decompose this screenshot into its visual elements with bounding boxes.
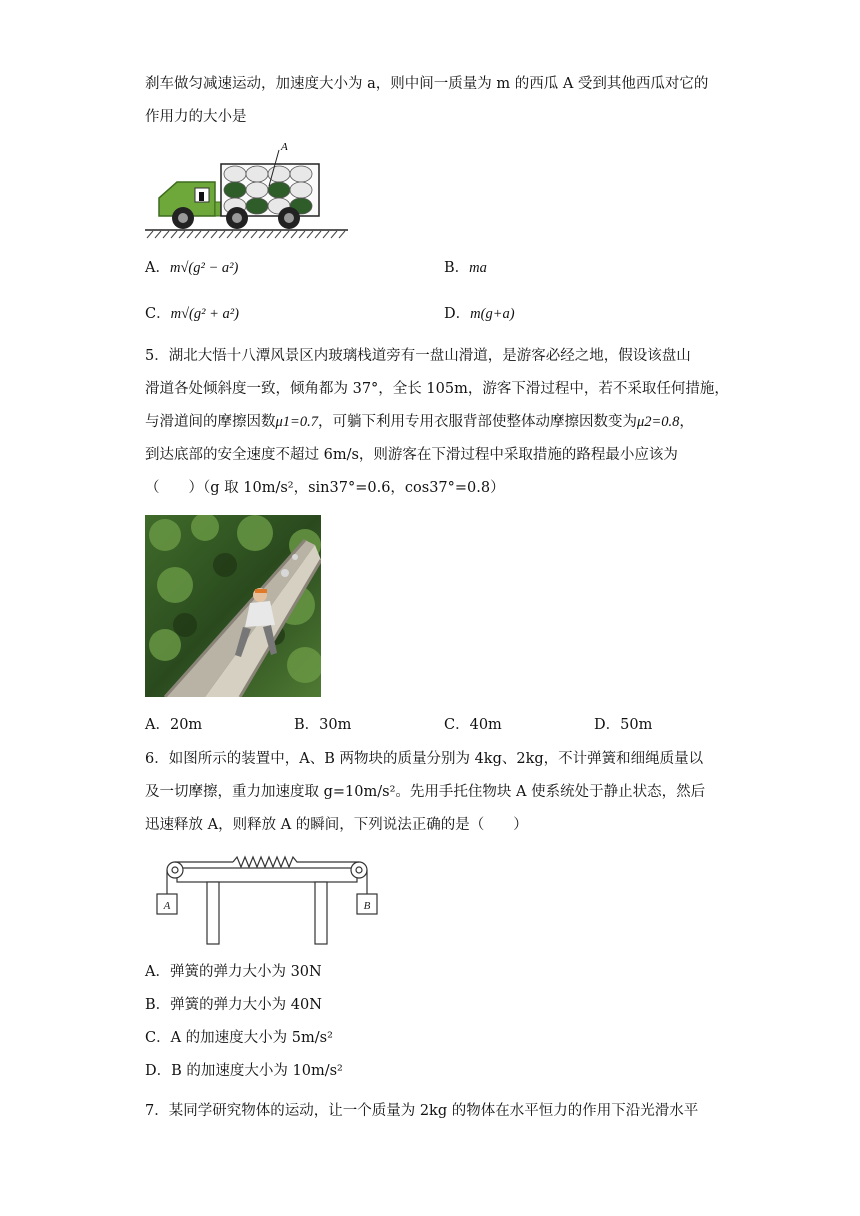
q6-text-line1: 6．如图所示的装置中，A、B 两物块的质量分别为 4kg、2kg，不计弹簧和细绳质量以 — [145, 751, 704, 767]
q5-option-b[interactable]: B．30m — [294, 717, 352, 733]
q6-option-b[interactable]: B．弹簧的弹力大小为 40N — [145, 997, 322, 1013]
q6-text-line2: 及一切摩擦，重力加速度取 g=10m/s²。先用手托住物块 A 使系统处于静止状态，然后 — [145, 784, 706, 800]
q4-option-b-prefix: B． — [444, 260, 470, 276]
q5-option-d[interactable]: D．50m — [594, 717, 653, 733]
q4-option-b-expr: ma — [469, 260, 487, 276]
q5-mu1: μ1=0.7 — [275, 414, 318, 430]
slide-photo — [145, 515, 321, 697]
watermelon-a-label: A — [281, 141, 288, 153]
q5-text-line2: 滑道各处倾斜度一致，倾角都为 37°，全长 105m，游客下滑过程中，若不采取任何措施， — [145, 381, 729, 397]
q4-option-a-expr: m√(g² − a²) — [169, 260, 239, 276]
q4-option-d[interactable] — [444, 304, 515, 324]
q5-text-line3c: ， — [679, 414, 694, 430]
truck-watermelon-figure — [143, 140, 353, 240]
q6-option-d[interactable]: D．B 的加速度大小为 10m/s² — [145, 1063, 343, 1079]
q5-text-line4: 到达底部的安全速度不超过 6m/s，则游客在下滑过程中采取措施的路程最小应该为 — [145, 447, 678, 463]
block-a-label: A — [163, 900, 171, 912]
block-b-label: B — [363, 900, 371, 912]
q5-option-c[interactable]: C．40m — [444, 717, 502, 733]
q5-text-line5: （ ）（g 取 10m/s²，sin37°=0.6，cos37°=0.8） — [145, 480, 505, 496]
q4-text-line1: 刹车做匀减速运动，加速度大小为 a，则中间一质量为 m 的西瓜 A 受到其他西瓜对它的 — [145, 76, 709, 92]
spring-pulley-figure — [155, 848, 390, 948]
q5-text-line3 — [145, 412, 694, 432]
q6-option-c[interactable]: C．A 的加速度大小为 5m/s² — [145, 1030, 333, 1046]
q5-text-line3a: 与滑道间的摩擦因数 — [145, 414, 276, 430]
q4-option-d-prefix: D． — [444, 306, 471, 322]
q4-option-c[interactable] — [145, 304, 239, 324]
q6-option-a[interactable]: A．弹簧的弹力大小为 30N — [145, 964, 322, 980]
q5-text-line1: 5．湖北大悟十八潭风景区内玻璃栈道旁有一盘山滑道，是游客必经之地，假设该盘山 — [145, 348, 691, 364]
q5-option-a[interactable]: A．20m — [145, 717, 203, 733]
q6-text-line3: 迅速释放 A，则释放 A 的瞬间，下列说法正确的是（ ） — [145, 817, 528, 833]
q4-option-a-prefix: A． — [145, 260, 170, 276]
q4-option-c-expr: m√(g² + a²) — [170, 306, 239, 322]
q4-option-d-expr: m(g+a) — [470, 306, 515, 322]
q4-option-b[interactable] — [444, 258, 487, 278]
q5-text-line3b: ，可躺下利用专用衣服背部使整体动摩擦因数变为 — [317, 414, 637, 430]
q4-option-a[interactable] — [145, 258, 238, 278]
q4-option-c-prefix: C． — [145, 306, 171, 322]
q7-text-line1: 7．某同学研究物体的运动，让一个质量为 2kg 的物体在水平恒力的作用下沿光滑水平 — [145, 1103, 699, 1119]
q5-mu2: μ2=0.8 — [636, 414, 680, 430]
q4-text-line2: 作用力的大小是 — [145, 109, 247, 125]
